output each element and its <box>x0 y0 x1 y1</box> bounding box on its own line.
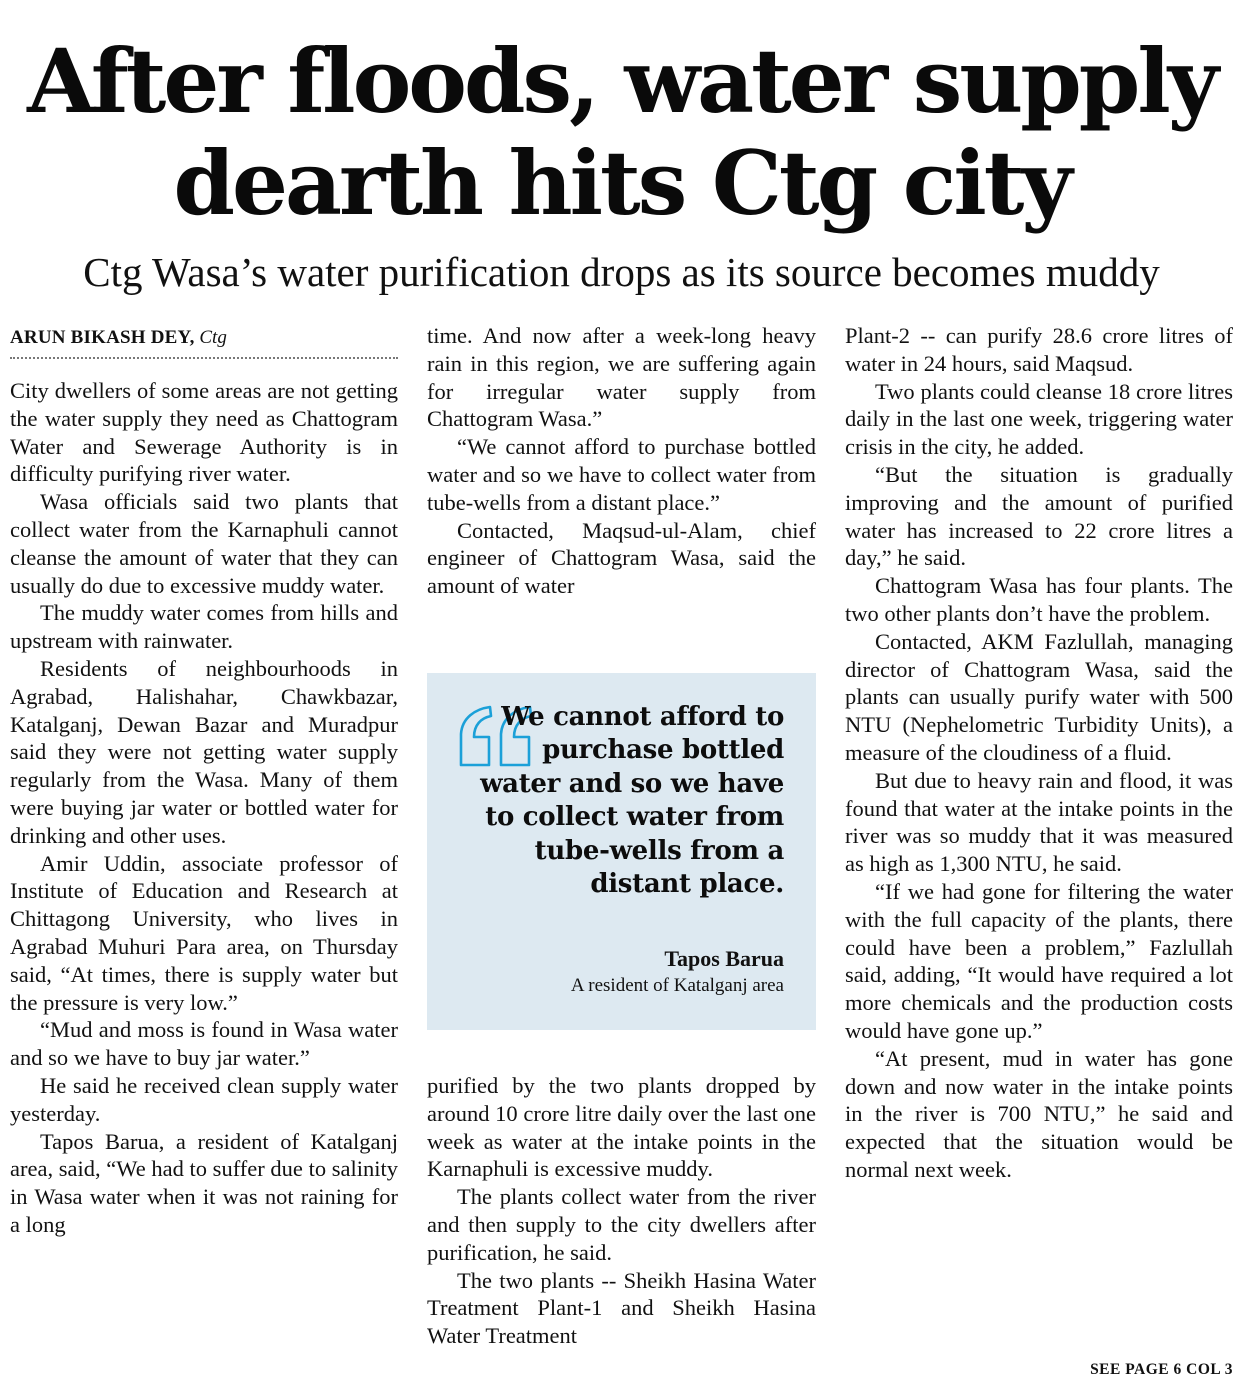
paragraph: The two plants -- Sheikh Hasina Water Treatment Plant-1 and Sheikh Hasina Water Treatment <box>427 1267 816 1349</box>
paragraph: purified by the two plants dropped by around 10 crore litre daily over the last one week as water at the intake points in the Karnaphuli is excessive muddy. <box>427 1073 816 1182</box>
headline-line-1: After floods, water supply <box>27 29 1216 133</box>
article-column-2-bottom <box>427 1072 816 1380</box>
paragraph: Plant-2 -- can purify 28.6 crore litres of water in 24 hours, said Maqsud. <box>845 323 1233 376</box>
pull-quote-attribution-role: A resident of Katalganj area <box>570 975 784 996</box>
article-column-1 <box>10 377 398 1377</box>
paragraph: Tapos Barua, a resident of Katalganj area, said, “We had to suffer due to salinity in Wasa water when it was not raining for a long <box>10 1128 398 1237</box>
pull-quote-text: We cannot afford to purchase bottled water and so we have to collect water from tube-wells from a distant place. <box>480 702 784 900</box>
headline <box>10 30 1233 234</box>
byline <box>10 325 398 359</box>
pull-quote-attribution-name: Tapos Barua <box>664 946 784 971</box>
paragraph: time. And now after a week-long heavy rain in this region, we are suffering again for irregular water supply from Chattogram Wasa.” <box>427 323 816 432</box>
paragraph: Wasa officials said two plants that collect water from the Karnaphuli cannot cleanse the amount of water that they can usually do due to excessive muddy water. <box>10 489 398 598</box>
paragraph: Two plants could cleanse 18 crore litres daily in the last one week, triggering water crisis in the city, he added. <box>845 378 1233 460</box>
headline-line-2: dearth hits Ctg city <box>173 131 1070 235</box>
article-column-2-top <box>427 322 816 634</box>
paragraph: Chattogram Wasa has four plants. The two other plants don’t have the problem. <box>845 573 1233 626</box>
paragraph: City dwellers of some areas are not getting the water supply they need as Chattogram Water and Sewerage Authority is in difficulty purifying river water. <box>10 378 398 487</box>
pull-quote-box <box>427 673 816 1030</box>
paragraph: But due to heavy rain and flood, it was found that water at the intake points in the river was so muddy that it was measured as high as 1,300 NTU, he said. <box>845 767 1233 877</box>
article-column-3 <box>845 322 1233 1352</box>
paragraph: “Mud and moss is found in Wasa water and so we have to buy jar water.” <box>10 1017 398 1071</box>
paragraph: Amir Uddin, associate professor of Institute of Education and Research at Chittagong University, who lives in Agrabad Muhuri Para area, on Thursday said, “At times, there is supply water but the pressure is very low.” <box>10 850 398 1015</box>
paragraph: “If we had gone for filtering the water with the full capacity of the plants, there could have been a problem,” Fazlullah said, adding, “It would have required a lot more chemicals and the production costs would have gone up.” <box>845 878 1233 1043</box>
paragraph: Residents of neighbourhoods in Agrabad, Halishahar, Chawkbazar, Katalganj, Dewan Bazar and Muradpur said they were not getting water supply regularly from the Wasa. Many of them were buying jar water or bottled water for drinking and other uses. <box>10 655 398 848</box>
paragraph: Contacted, Maqsud-ul-Alam, chief engineer of Chattogram Wasa, said the amount of water <box>427 517 816 599</box>
paragraph: “At present, mud in water has gone down and now water in the intake points in the river is 700 NTU,” he said and expected that the situation would be normal next week. <box>845 1045 1233 1182</box>
byline-location: Ctg <box>199 327 227 348</box>
paragraph: The plants collect water from the river and then supply to the city dwellers after purification, he said. <box>427 1184 816 1265</box>
paragraph: Contacted, AKM Fazlullah, managing director of Chattogram Wasa, said the plants can usually purify water with 500 NTU (Nephelometric Turbidity Units), a measure of the cloudiness of a fluid. <box>845 628 1233 765</box>
byline-author: ARUN BIKASH DEY, <box>10 327 195 348</box>
paragraph: “We cannot afford to purchase bottled water and so we have to collect water from tube-wells from a distant place.” <box>427 434 816 515</box>
subheadline: Ctg Wasa’s water purification drops as its source becomes muddy <box>83 249 1160 295</box>
paragraph: “But the situation is gradually improving and the amount of purified water has increased to 22 crore litres a day,” he said. <box>845 461 1233 571</box>
paragraph: The muddy water comes from hills and upstream with rainwater. <box>10 600 398 654</box>
continuation-jump-line: SEE PAGE 6 COL 3 <box>1090 1361 1233 1378</box>
paragraph: He said he received clean supply water yesterday. <box>10 1072 398 1126</box>
